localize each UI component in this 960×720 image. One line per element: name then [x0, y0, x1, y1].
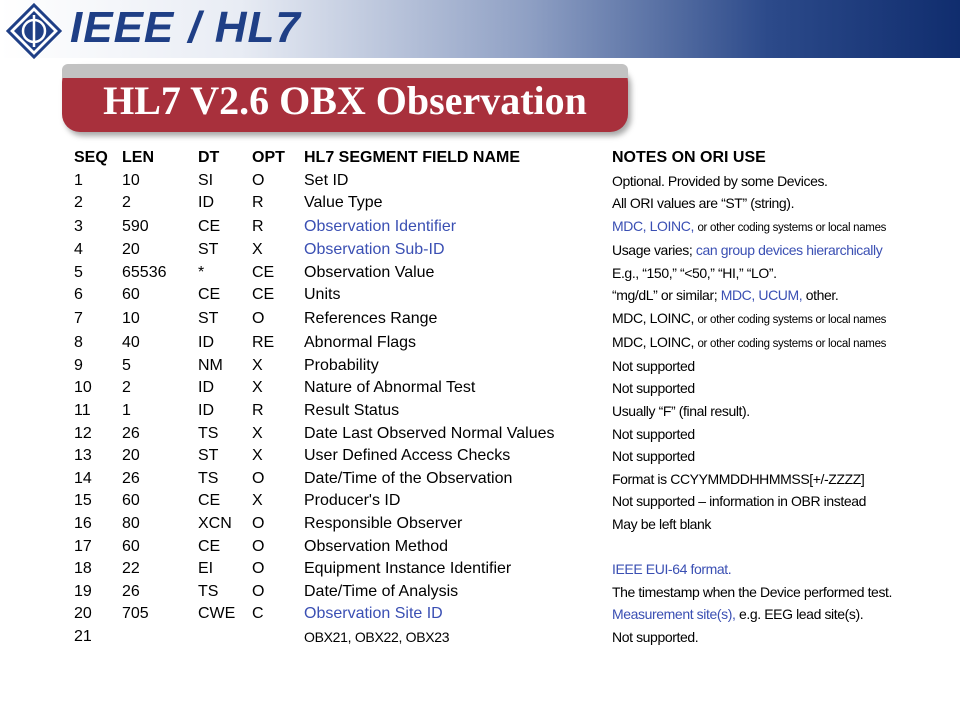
cell-notes: [612, 558, 952, 581]
table-row: [74, 355, 952, 378]
notes-segment: or other coding systems or local names: [697, 313, 887, 326]
notes-segment: The timestamp when the Device performed test.: [612, 583, 893, 600]
cell-field-name: Producer's ID: [304, 492, 401, 510]
cell-field-name: References Range: [304, 309, 438, 327]
notes-segment: Not supported: [612, 448, 695, 465]
notes-segment: MDC, UCUM,: [720, 287, 803, 304]
cell-notes: [612, 331, 952, 355]
table-body: [74, 170, 952, 649]
table-row: [74, 307, 952, 331]
page-title: HL7 V2.6 OBX Observation: [103, 78, 587, 123]
cell-notes: [612, 355, 952, 378]
cell-notes: [612, 239, 952, 262]
cell-notes: [612, 445, 952, 468]
cell-seq: 12: [74, 424, 92, 442]
cell-seq: 2: [74, 194, 83, 212]
cell-len: 10: [122, 309, 140, 327]
cell-opt: X: [252, 379, 263, 397]
cell-dt: ID: [198, 194, 214, 212]
cell-dt: EI: [198, 560, 214, 578]
notes-segment: Not supported: [612, 425, 695, 442]
cell-dt: XCN: [198, 515, 232, 533]
cell-seq: 15: [74, 492, 92, 510]
cell-field-name: OBX21, OBX22, OBX23: [304, 628, 450, 645]
cell-field-name: Observation Sub-ID: [304, 241, 445, 259]
cell-opt: RE: [252, 333, 275, 351]
cell-field-name: Abnormal Flags: [304, 333, 417, 351]
cell-dt: NM: [198, 356, 223, 374]
notes-segment: E.g., “150,” “<50,” “HI,” “LO”.: [612, 264, 777, 281]
cell-seq: 10: [74, 379, 92, 397]
notes-segment: or other coding systems or local names: [697, 221, 887, 234]
cell-opt: X: [252, 447, 263, 465]
cell-len: 60: [122, 537, 140, 555]
cell-seq: 20: [74, 605, 92, 623]
cell-notes: [612, 535, 952, 558]
cell-dt: ST: [198, 309, 219, 327]
cell-opt: O: [252, 537, 265, 555]
cell-field-name: Result Status: [304, 402, 400, 420]
cell-notes: [612, 192, 952, 215]
ieee-hl7-logo: [70, 2, 301, 54]
cell-len: 60: [122, 286, 140, 304]
header-bar: [0, 0, 960, 58]
table-row: [74, 400, 952, 423]
notes-segment: Usage varies;: [612, 242, 693, 259]
cell-field-name: Units: [304, 286, 341, 304]
notes-segment: Not supported.: [612, 628, 699, 645]
cell-opt: O: [252, 171, 265, 189]
notes-segment: Usually “F” (final result).: [612, 403, 750, 420]
cell-opt: O: [252, 582, 265, 600]
cell-opt: X: [252, 424, 263, 442]
table-row: [74, 377, 952, 400]
cell-dt: ID: [198, 379, 214, 397]
cell-seq: 6: [74, 286, 83, 304]
cell-dt: CE: [198, 537, 221, 555]
cell-len: 26: [122, 469, 140, 487]
notes-segment: MDC, LOINC,: [612, 217, 694, 234]
table-row: [74, 535, 952, 558]
table-row: [74, 468, 952, 491]
notes-segment: Measurement site(s),: [612, 606, 736, 623]
cell-notes: [612, 170, 952, 193]
cell-field-name: Probability: [304, 356, 379, 374]
notes-segment: Not supported: [612, 357, 695, 374]
notes-segment: can group devices hierarchically: [695, 242, 883, 259]
cell-opt: R: [252, 402, 264, 420]
cell-dt: ST: [198, 447, 219, 465]
cell-opt: O: [252, 469, 265, 487]
cell-seq: 1: [74, 171, 83, 189]
cell-notes: [612, 400, 952, 423]
table-row: [74, 192, 952, 215]
header-seq: SEQ: [74, 149, 108, 167]
header-len: LEN: [122, 149, 154, 167]
cell-field-name: User Defined Access Checks: [304, 447, 511, 465]
cell-len: 22: [122, 560, 140, 578]
cell-field-name: Equipment Instance Identifier: [304, 560, 512, 578]
cell-seq: 17: [74, 537, 92, 555]
cell-len: 1: [122, 402, 131, 420]
cell-notes: [612, 284, 952, 307]
cell-len: 705: [122, 605, 149, 623]
cell-len: 2: [122, 194, 131, 212]
cell-notes: [612, 468, 952, 491]
header-notes: NOTES ON ORI USE: [612, 149, 766, 167]
cell-seq: 21: [74, 627, 92, 645]
cell-seq: 7: [74, 309, 83, 327]
table-row: [74, 490, 952, 513]
cell-dt: ID: [198, 333, 214, 351]
cell-seq: 19: [74, 582, 92, 600]
cell-notes: [612, 377, 952, 400]
notes-segment: Not supported: [612, 380, 695, 397]
table-row: [74, 603, 952, 626]
table-row: [74, 215, 952, 239]
table-row: [74, 261, 952, 284]
notes-segment: MDC, LOINC,: [612, 309, 694, 326]
cell-opt: X: [252, 356, 263, 374]
header-dt: DT: [198, 149, 220, 167]
cell-notes: [612, 307, 952, 331]
cell-notes: [612, 626, 952, 649]
cell-opt: R: [252, 194, 264, 212]
table-row: [74, 581, 952, 604]
header-opt: OPT: [252, 149, 285, 167]
ieee-logo-text: IEEE: [70, 3, 175, 52]
cell-seq: 11: [74, 402, 91, 420]
cell-seq: 8: [74, 333, 83, 351]
table-row: [74, 331, 952, 355]
cell-opt: [252, 626, 304, 649]
cell-seq: 5: [74, 263, 83, 281]
cell-notes: [612, 490, 952, 513]
cell-field-name: Date/Time of the Observation: [304, 469, 513, 487]
cell-dt: TS: [198, 469, 219, 487]
cell-seq: 18: [74, 560, 92, 578]
cell-notes: [612, 215, 952, 239]
cell-len: 590: [122, 217, 149, 235]
cell-seq: 4: [74, 241, 83, 259]
cell-len: 20: [122, 447, 140, 465]
notes-segment: Not supported – information in OBR instead: [612, 493, 867, 510]
cell-notes: [612, 261, 952, 284]
cell-dt: [198, 626, 252, 649]
cell-field-name: Observation Value: [304, 263, 435, 281]
notes-segment: “mg/dL” or similar;: [612, 287, 718, 304]
cell-field-name: Date Last Observed Normal Values: [304, 424, 555, 442]
cell-field-name: Responsible Observer: [304, 515, 463, 533]
table-row: [74, 170, 952, 193]
cell-opt: X: [252, 492, 263, 510]
cell-opt: CE: [252, 263, 275, 281]
obx-field-table: [74, 147, 952, 648]
cell-notes: [612, 513, 952, 536]
cell-field-name: Observation Identifier: [304, 217, 457, 235]
notes-segment: e.g. EEG lead site(s).: [738, 606, 864, 623]
table-header-row: [74, 147, 952, 170]
cell-opt: CE: [252, 286, 275, 304]
table-row: [74, 239, 952, 262]
cell-opt: C: [252, 605, 264, 623]
table-row: [74, 422, 952, 445]
cell-notes: [612, 581, 952, 604]
cell-opt: X: [252, 241, 263, 259]
cell-dt: ID: [198, 402, 214, 420]
cell-dt: CE: [198, 286, 221, 304]
cell-seq: 3: [74, 217, 83, 235]
notes-segment: or other coding systems or local names: [697, 337, 887, 350]
cell-seq: 9: [74, 356, 83, 374]
cell-len: 80: [122, 515, 140, 533]
cell-dt: ST: [198, 241, 219, 259]
cell-len: 26: [122, 582, 140, 600]
header-field-name: HL7 SEGMENT FIELD NAME: [304, 149, 521, 167]
cell-field-name: Set ID: [304, 171, 349, 189]
title-banner: [62, 64, 628, 132]
notes-segment: IEEE EUI-64 format.: [612, 561, 732, 578]
table-row: [74, 445, 952, 468]
notes-segment: Format is CCYYMMDDHHMMSS[+/-ZZZZ]: [612, 470, 865, 487]
notes-segment: other.: [805, 287, 839, 304]
cell-dt: CE: [198, 492, 221, 510]
cell-notes: [612, 603, 952, 626]
cell-field-name: Nature of Abnormal Test: [304, 379, 476, 397]
cell-field-name: Value Type: [304, 194, 383, 212]
cell-field-name: Date/Time of Analysis: [304, 582, 459, 600]
cell-field-name: Observation Site ID: [304, 605, 443, 623]
notes-segment: Optional. Provided by some Devices.: [612, 172, 828, 189]
cell-len: 26: [122, 424, 140, 442]
cell-len: [122, 626, 198, 649]
cell-opt: R: [252, 217, 264, 235]
cell-dt: SI: [198, 171, 214, 189]
table-row: [74, 626, 952, 649]
cell-dt: CWE: [198, 605, 236, 623]
cell-opt: O: [252, 515, 265, 533]
table-row: [74, 284, 952, 307]
notes-segment: All ORI values are “ST” (string).: [612, 195, 795, 212]
cell-len: 20: [122, 241, 140, 259]
cell-field-name: Observation Method: [304, 537, 449, 555]
cell-seq: 13: [74, 447, 92, 465]
table-row: [74, 558, 952, 581]
cell-notes: [612, 422, 952, 445]
cell-len: 10: [122, 171, 140, 189]
cell-dt: TS: [198, 582, 219, 600]
notes-segment: MDC, LOINC,: [612, 333, 694, 350]
ieee-diamond-logo-icon: [6, 3, 62, 59]
cell-len: 2: [122, 379, 131, 397]
cell-len: 65536: [122, 263, 167, 281]
notes-segment: May be left blank: [612, 516, 712, 533]
cell-seq: 16: [74, 515, 92, 533]
cell-len: 5: [122, 356, 131, 374]
cell-dt: CE: [198, 217, 221, 235]
cell-dt: TS: [198, 424, 219, 442]
cell-opt: O: [252, 560, 265, 578]
table-row: [74, 513, 952, 536]
cell-len: 60: [122, 492, 140, 510]
cell-opt: O: [252, 309, 265, 327]
hl7-logo-text: / HL7: [188, 3, 301, 52]
cell-len: 40: [122, 333, 140, 351]
cell-seq: 14: [74, 469, 92, 487]
cell-dt: *: [198, 263, 205, 281]
